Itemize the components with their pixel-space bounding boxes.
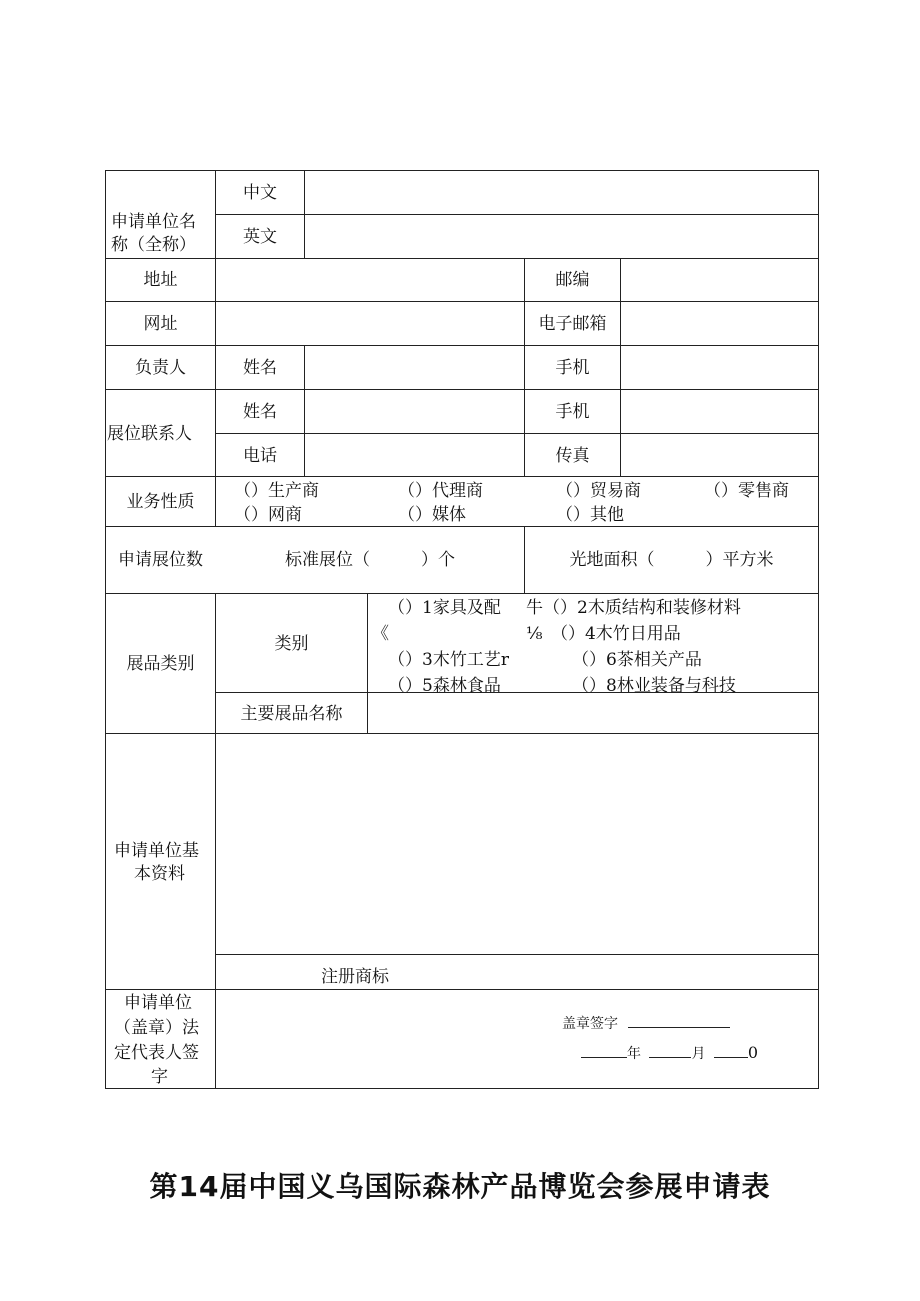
- row-line: [105, 345, 819, 346]
- category-option-2[interactable]: 牛（）2木质结构和装修材料: [526, 598, 741, 618]
- col-line: [304, 345, 305, 476]
- postcode-label: 邮编: [555, 270, 590, 290]
- option-retailer[interactable]: （）零售商: [704, 481, 789, 501]
- contact-mobile-label: 手机: [555, 402, 590, 422]
- option-online-seller[interactable]: （）网商: [234, 505, 302, 525]
- row-line: [105, 476, 819, 477]
- year-line[interactable]: [581, 1045, 627, 1058]
- option-trader[interactable]: （）贸易商: [556, 481, 641, 501]
- row-line: [105, 733, 819, 734]
- category-option-5[interactable]: （）5森林食品: [388, 676, 501, 692]
- trademark-label: 注册商标: [321, 967, 389, 987]
- year-label: 年: [627, 1046, 641, 1062]
- row-line: [215, 954, 819, 955]
- row-line: [105, 989, 819, 990]
- month-label: 月: [691, 1046, 706, 1062]
- basic-info-label: 申请单位基: [114, 841, 199, 861]
- category-label: 类别: [274, 634, 309, 654]
- row-line: [105, 389, 819, 390]
- manager-name-label: 姓名: [243, 358, 277, 378]
- row-line: [105, 301, 819, 302]
- english-label: 英文: [243, 227, 277, 247]
- standard-booth: 标准展位（ ）个: [285, 550, 455, 570]
- contact-phone-label: 电话: [243, 446, 277, 466]
- row-line: [215, 692, 367, 693]
- row-line: [367, 692, 819, 693]
- applicant-name-label: 申请单位名: [111, 212, 196, 232]
- col-line: [215, 170, 216, 526]
- contact-fax-label: 传真: [555, 446, 590, 466]
- manager-mobile-label: 手机: [555, 358, 590, 378]
- col-line: [215, 593, 216, 1089]
- col-line: [620, 258, 621, 476]
- table-border-top: [105, 170, 819, 171]
- option-other[interactable]: （）其他: [556, 505, 624, 525]
- row-line: [105, 258, 819, 259]
- seal-sign-line[interactable]: [628, 1015, 730, 1028]
- table-border-left: [105, 170, 106, 1089]
- category-option-3[interactable]: （）3木竹工艺r: [388, 650, 509, 670]
- signature-label-2: （盖章）法: [114, 1018, 199, 1038]
- option-agent[interactable]: （）代理商: [398, 481, 483, 501]
- col-line: [304, 170, 305, 258]
- seal-sign: [562, 1015, 730, 1033]
- signature-label-4: 字: [151, 1067, 168, 1087]
- email-label: 电子邮箱: [538, 314, 607, 334]
- category-option-4[interactable]: ⅛ （）4木竹日用品: [526, 624, 681, 644]
- chinese-label: 中文: [243, 183, 277, 203]
- signature-label-1: 申请单位: [124, 993, 192, 1013]
- month-line[interactable]: [649, 1045, 691, 1058]
- category-option-6[interactable]: （）6茶相关产品: [572, 650, 702, 670]
- form-title: 第14届中国义乌国际森林产品博览会参展申请表: [149, 1170, 771, 1203]
- row-line: [105, 526, 819, 527]
- exhibit-category-label: 展品类别: [126, 654, 195, 674]
- category-option-1[interactable]: （）1家具及配: [388, 598, 501, 618]
- table-border-right: [818, 170, 819, 1089]
- row-line: [215, 433, 819, 434]
- address-label: 地址: [143, 270, 178, 290]
- seal-sign-label: 盖章签字: [562, 1016, 618, 1032]
- booth-contact-label: 展位联系人: [107, 424, 192, 444]
- signature-label-3: 定代表人签: [114, 1043, 199, 1063]
- raw-space: 光地面积（ ）平方米: [569, 550, 774, 570]
- row-line: [215, 214, 819, 215]
- booth-count-label: 申请展位数: [118, 550, 203, 570]
- category-options: [368, 594, 818, 692]
- option-manufacturer[interactable]: （）生产商: [234, 481, 319, 501]
- contact-name-label: 姓名: [243, 402, 277, 422]
- main-products-label: 主要展品名称: [240, 704, 343, 724]
- category-option-1-cont: 《: [372, 624, 389, 644]
- business-type-label: 业务性质: [126, 492, 195, 512]
- category-option-8[interactable]: （）8林业装备与科技: [572, 676, 736, 692]
- sign-date: [581, 1044, 758, 1063]
- day-suffix: 0: [747, 1043, 759, 1062]
- table-border-bottom: [105, 1088, 819, 1089]
- website-label: 网址: [143, 314, 178, 334]
- applicant-name-label-2: 称（全称）: [111, 235, 196, 255]
- option-media[interactable]: （）媒体: [398, 505, 466, 525]
- manager-label: 负责人: [135, 358, 186, 378]
- basic-info-label-2: 本资料: [134, 864, 185, 884]
- day-line[interactable]: [714, 1045, 748, 1058]
